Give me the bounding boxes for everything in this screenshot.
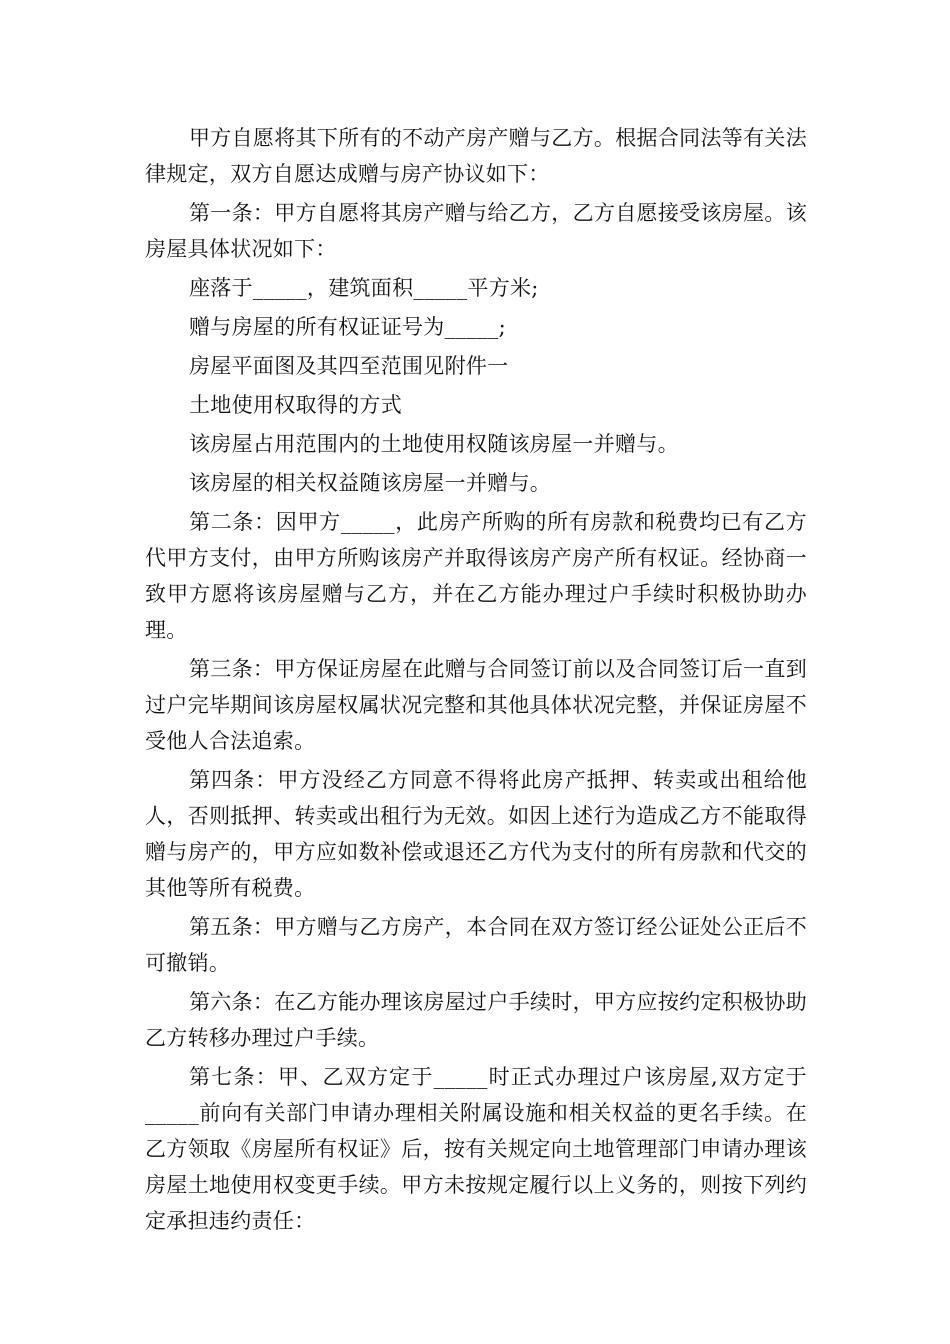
land-use-method-line: 土地使用权取得的方式 — [189, 393, 402, 417]
article-4-paragraph: 第四条：甲方没经乙方同意不得将此房产抵押、转卖或出租给他人，否则抵押、转卖或出租行为无效。如因上述行为造成乙方不能取得赠与房产的，甲方应如数补偿或退还乙方代为支付的所有房款和代交的其他等所有税费。 — [145, 768, 807, 900]
article-5-paragraph: 第五条：甲方赠与乙方房产，本合同在双方签订经公证处公正后不可撤销。 — [145, 915, 807, 975]
certificate-number-line: 赠与房屋的所有权证证号为_____; — [189, 315, 506, 339]
intro-paragraph: 甲方自愿将其下所有的不动产房产赠与乙方。根据合同法等有关法律规定，双方自愿达成赠与房产协议如下： — [145, 126, 807, 186]
document-page — [145, 120, 807, 1242]
land-use-gift-line: 该房屋占用范围内的土地使用权随该房屋一并赠与。 — [189, 432, 679, 456]
article-2-paragraph: 第二条：因甲方_____，此房产所购的所有房款和税费均已有乙方代甲方支付，由甲方所购该房产并取得该房产房产所有权证。经协商一致甲方愿将该房屋赠与乙方，并在乙方能办理过户手续时积极协助办理。 — [145, 510, 807, 642]
article-7-paragraph: 第七条：甲、乙双方定于_____时正式办理过户该房屋,双方定于_____前向有关部门申请办理相关附属设施和相关权益的更名手续。在乙方领取《房屋所有权证》后，按有关规定向土地管理部门申请办理该房屋土地使用权变更手续。甲方未按规定履行以上义务的，则按下列约定承担违约责任： — [145, 1065, 807, 1233]
location-area-line: 座落于_____，建筑面积_____平方米; — [189, 276, 539, 300]
related-rights-line: 该房屋的相关权益随该房屋一并赠与。 — [189, 471, 552, 495]
floor-plan-line: 房屋平面图及其四至范围见附件一 — [189, 354, 509, 378]
article-6-paragraph: 第六条：在乙方能办理该房屋过户手续时，甲方应按约定积极协助乙方转移办理过户手续。 — [145, 990, 807, 1050]
article-1-paragraph: 第一条：甲方自愿将其房产赠与给乙方，乙方自愿接受该房屋。该房屋具体状况如下： — [145, 201, 807, 261]
article-3-paragraph: 第三条：甲方保证房屋在此赠与合同签订前以及合同签订后一直到过户完毕期间该房屋权属状况完整和其他具体状况完整，并保证房屋不受他人合法追索。 — [145, 657, 807, 753]
